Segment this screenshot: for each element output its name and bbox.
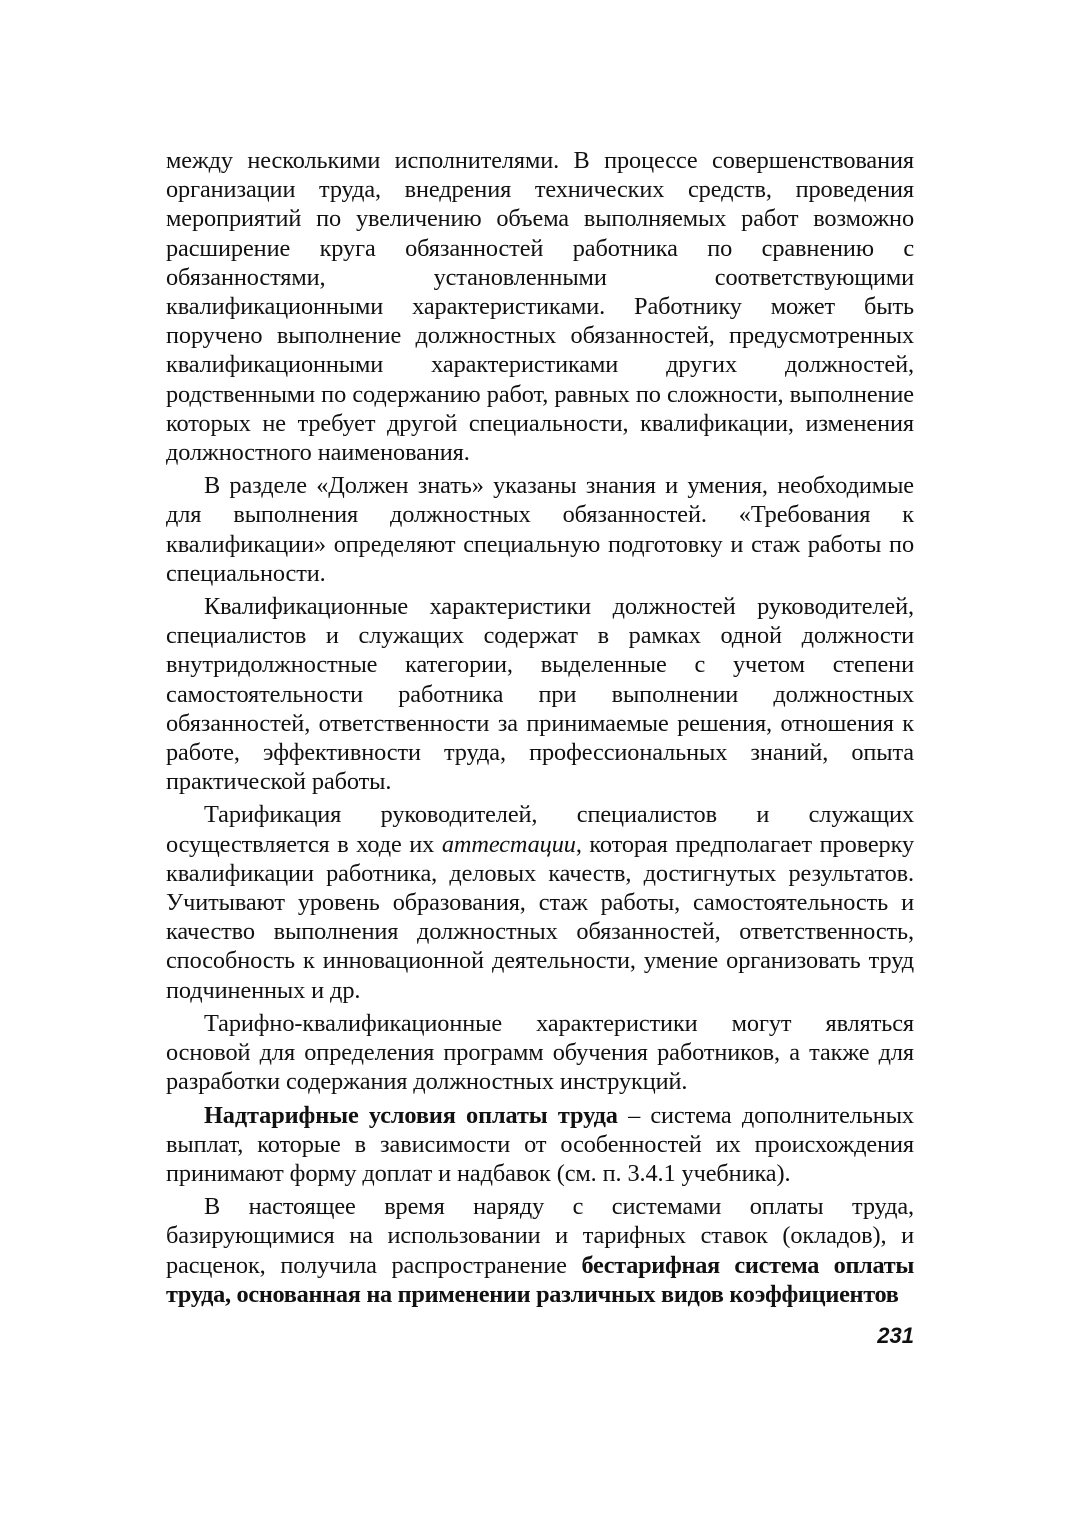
p6-term-bonus-conditions: Надтарифные условия оплаты труда [204,1101,618,1129]
p2-text: В разделе «Должен знать» указаны знания и умения, необходимые для выполнения должностных обязанностей. «Требования к квалификации» определяют специальную подготовку и стаж работы по специальности. [166,472,914,587]
p4-text-b: , которая предполагает проверку квалификации работника, деловых качеств, достигнутых результатов. Учитывают уровень образования, стаж работы, самостоятельность и качество выполнения должностных обязанностей, ответственность, способность к инновационной деятельности, умение организовать труд подчиненных и др. [166,830,914,1004]
p5-text: Тарифно-квалификационные характеристики могут являться основой для определения программ обучения работников, а также для разработки содержания должностных инструкций. [166,1009,914,1096]
p7-text: В настоящее время наряду с системами оплаты труда, базирующимися на использовании и тарифных ставок (окладов), и расценок, получила распространение [166,1193,914,1279]
page-body [166,146,914,1309]
paragraph-7 [166,1192,914,1309]
p6-text: – система дополнительных выплат, которые в зависимости от особенностей их происхождения принимают форму доплат и надбавок (см. п. 3.4.1 учебника). [166,1101,914,1187]
p3-text: Квалификационные характеристики должностей руководителей, специалистов и служащих содержат в рамках одной должности внутридолжностные категории, выделенные с учетом степени самостоятельности работника при выполнении должностных обязанностей, ответственности за принимаемые решения, отношения к работе, эффективности труда, профессиональных знаний, опыта практической работы. [166,593,914,796]
paragraph-2 [166,471,914,588]
p4-term-attestation: аттестации [441,830,576,858]
p1-text: между несколькими исполнителями. В процессе совершенствования организации труда, внедрения технических средств, проведения мероприятий по увеличению объема выполняемых работ возможно расширение круга обязанностей работника по сравнению с обязанностями, установленными соответствующими квалификационными характеристиками. Работнику может быть поручено выполнение должностных обязанностей, предусмотренных квалификационными характеристиками других должностей, родственными по содержанию работ, равных по сложности, выполнение которых не требует другой специальности, квалификации, изменения должностного наименования. [166,147,914,467]
p7-term-tariff-free-system: бестарифная система оплаты труда, основанная на применении различных видов коэффициентов [166,1251,915,1308]
paragraph-4 [166,800,914,1004]
paragraph-6 [166,1101,914,1189]
page-number: 231 [877,1323,914,1348]
paragraph-1 [166,146,914,467]
p4-text-a: Тарификация руководителей, специалистов и служащих осуществляется в ходе их [166,801,914,858]
paragraph-5 [166,1009,914,1097]
paragraph-3 [166,592,914,796]
